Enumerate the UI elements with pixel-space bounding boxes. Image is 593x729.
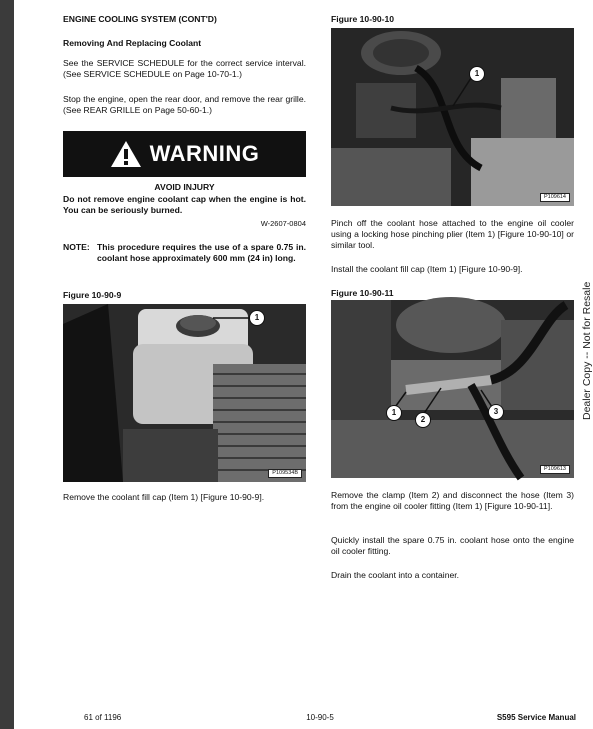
figure-10-caption: Figure 10-90-10 <box>331 14 395 24</box>
install-spare-hose-step: Quickly install the spare 0.75 in. coolant hose onto the engine oil cooler fitting. <box>331 535 574 556</box>
note-label: NOTE: <box>63 242 90 252</box>
figure-11-caption: Figure 10-90-11 <box>331 288 394 298</box>
warning-banner <box>63 131 306 177</box>
remove-fill-cap-step: Remove the coolant fill cap (Item 1) [Figure 10-90-9]. <box>63 492 265 502</box>
drain-coolant-step: Drain the coolant into a container. <box>331 570 460 580</box>
figure-11-photo-id: P109613 <box>540 465 570 474</box>
note-text: This procedure requires the use of a spare 0.75 in. coolant hose approximately 600 mm (24 in) long. <box>97 242 306 263</box>
figure-11-callout-1: 1 <box>386 405 402 421</box>
warning-text: Do not remove engine coolant cap when the engine is hot. You can be seriously burned. <box>63 194 306 215</box>
install-fill-cap-step: Install the coolant fill cap (Item 1) [Figure 10-90-9]. <box>331 264 523 274</box>
subheading: Removing And Replacing Coolant <box>63 38 202 48</box>
figure-11-callout-2: 2 <box>415 412 431 428</box>
warning-triangle-icon <box>110 140 142 168</box>
service-schedule-paragraph: See the SERVICE SCHEDULE for the correct service interval. (See SERVICE SCHEDULE on Page 10-70-1.) <box>63 58 306 79</box>
remove-clamp-step: Remove the clamp (Item 2) and disconnect the hose (Item 3) from the engine oil cooler fitting (Item 1) [Figure 10-90-11]. <box>331 490 574 511</box>
section-heading: ENGINE COOLING SYSTEM (CONT'D) <box>63 14 217 24</box>
footer-page-count: 61 of 1196 <box>84 713 122 722</box>
figure-9-caption: Figure 10-90-9 <box>63 290 122 300</box>
pinch-hose-step: Pinch off the coolant hose attached to the engine oil cooler using a locking hose pinching plier (Item 1) [Figure 10-90-10] or similar tool. <box>331 218 574 250</box>
warning-title: WARNING <box>149 141 260 166</box>
figure-11-photo <box>331 300 574 478</box>
figure-11-callout-3: 3 <box>488 404 504 420</box>
dealer-copy-watermark: Dealer Copy -- Not for Resale <box>581 281 593 420</box>
footer-page-number: 10-90-5 <box>306 713 334 722</box>
rear-grille-paragraph: Stop the engine, open the rear door, and remove the rear grille. (See REAR GRILLE on Page 50-60-1.) <box>63 94 306 115</box>
warning-code: W-2607-0804 <box>260 219 306 228</box>
figure-10-callout-1: 1 <box>469 66 485 82</box>
warning-subtitle: AVOID INJURY <box>154 182 215 192</box>
figure-10-photo-id: P109614 <box>540 193 570 202</box>
figure-10-photo <box>331 28 574 206</box>
figure-9-photo <box>63 304 306 482</box>
footer-manual-title: S595 Service Manual <box>496 713 576 722</box>
figure-9-callout-1: 1 <box>249 310 265 326</box>
figure-9-photo-id: P109534B <box>268 469 302 478</box>
page-edge-bar <box>0 0 14 729</box>
